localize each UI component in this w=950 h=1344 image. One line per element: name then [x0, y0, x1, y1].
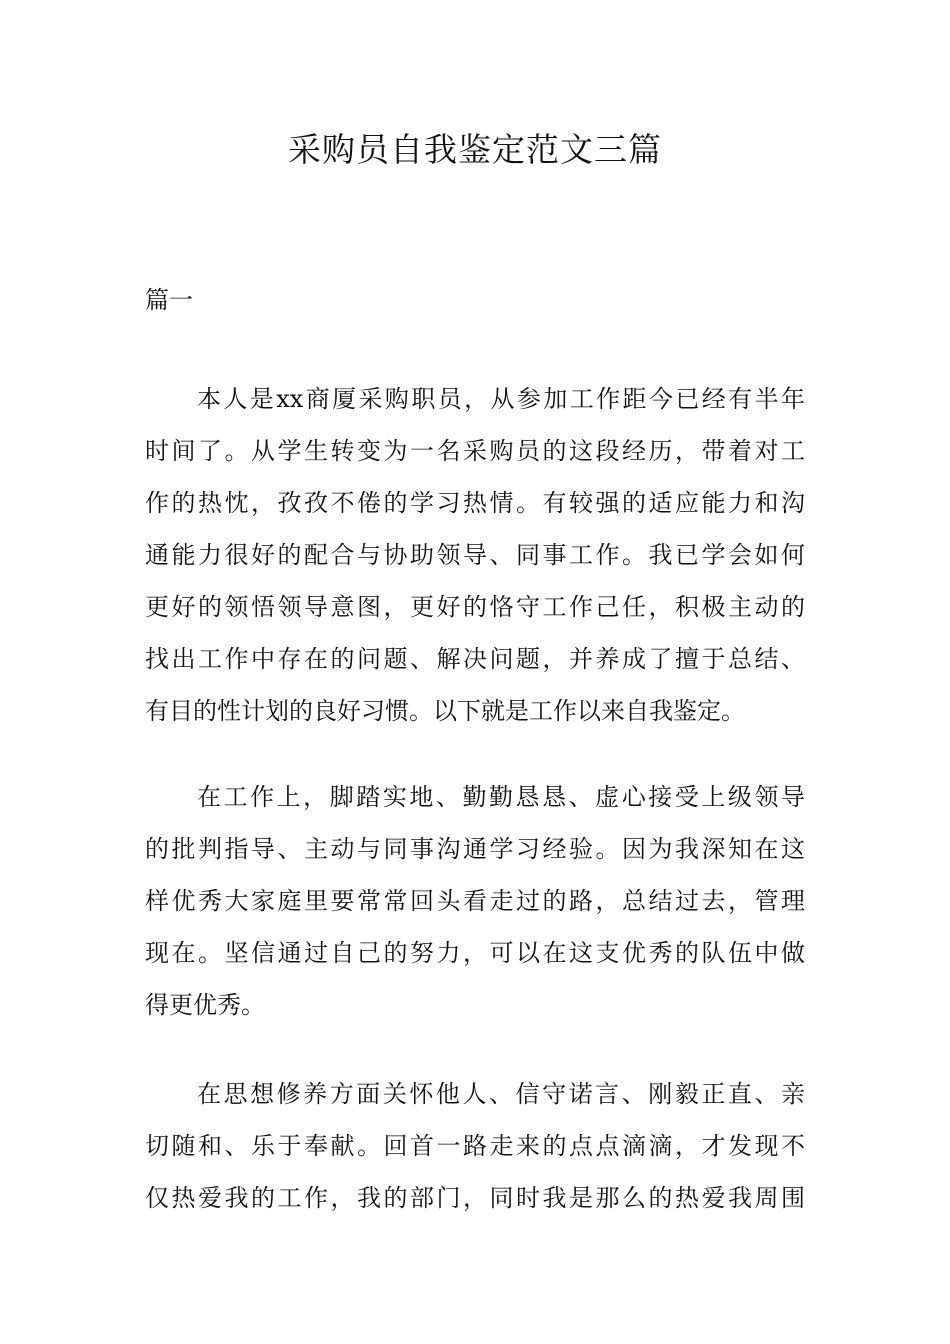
paragraph-line: 得更优秀。 [145, 991, 265, 1019]
paragraph-1 [145, 373, 805, 737]
paragraph-line: 本人是xx商厦采购职员，从参加工作距今已经有半年 [197, 385, 805, 413]
paragraph-line: 通能力很好的配合与协助领导、同事工作。我已学会如何 [145, 541, 805, 569]
paragraph-line: 更好的领悟领导意图，更好的恪守工作己任，积极主动的 [145, 593, 805, 621]
paragraph-line: 现在。坚信通过自己的努力，可以在这支优秀的队伍中做 [145, 939, 805, 967]
paragraph-line: 切随和、乐于奉献。回首一路走来的点点滴滴，才发现不 [145, 1132, 805, 1160]
paragraph-line: 在工作上，脚踏实地、勤勤恳恳、虚心接受上级领导 [197, 783, 805, 811]
paragraph-line: 的批判指导、主动与同事沟通学习经验。因为我深知在这 [145, 835, 805, 863]
paragraph-2 [145, 771, 805, 1031]
paragraph-line: 作的热忱，孜孜不倦的学习热情。有较强的适应能力和沟 [145, 489, 805, 517]
paragraph-line: 时间了。从学生转变为一名采购员的这段经历，带着对工 [145, 437, 805, 465]
paragraph-line: 有目的性计划的良好习惯。以下就是工作以来自我鉴定。 [145, 697, 745, 725]
section-heading: 篇一 [145, 286, 193, 314]
paragraph-line: 样优秀大家庭里要常常回头看走过的路，总结过去，管理 [145, 887, 805, 915]
paragraph-line: 找出工作中存在的问题、解决问题，并养成了擅于总结、 [145, 645, 805, 673]
paragraph-line: 仅热爱我的工作，我的部门，同时我是那么的热爱我周围 [145, 1184, 805, 1212]
paragraph-3 [145, 1068, 805, 1224]
document-title: 采购员自我鉴定范文三篇 [288, 130, 662, 169]
paragraph-line: 在思想修养方面关怀他人、信守诺言、刚毅正直、亲 [197, 1080, 805, 1108]
